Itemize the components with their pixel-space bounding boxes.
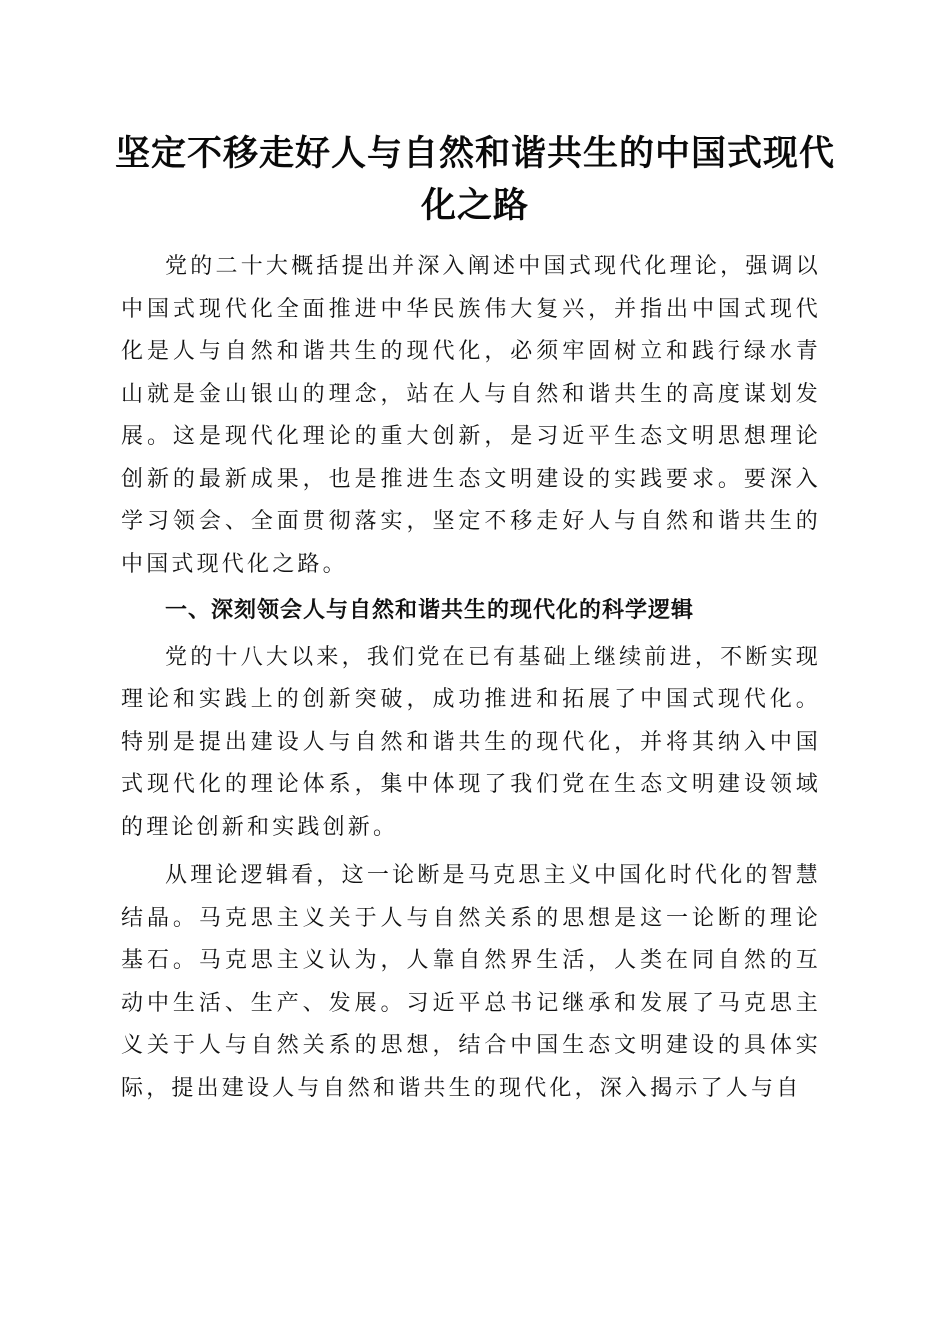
section-1-paragraph-2: 从理论逻辑看，这一论断是马克思主义中国化时代化的智慧结晶。马克思主义关于人与自然关系的思想是这一论断的理论基石。马克思主义认为，人靠自然界生活，人类在同自然的互动中生活、生产、发展。习近平总书记继承和发展了马克思主义关于人与自然关系的思想，结合中国生态文明建设的具体实际，提出建设人与自然和谐共生的现代化，深入揭示了人与自 [121,863,821,1101]
document-title: 坚定不移走好人与自然和谐共生的中国式现代化之路 [114,134,835,226]
intro-paragraph: 党的二十大概括提出并深入阐述中国式现代化理论，强调以中国式现代化全面推进中华民族伟大复兴，并指出中国式现代化是人与自然和谐共生的现代化，必须牢固树立和践行绿水青山就是金山银山的理念，站在人与自然和谐共生的高度谋划发展。这是现代化理论的重大创新，是习近平生态文明思想理论创新的最新成果，也是推进生态文明建设的实践要求。要深入学习领会、全面贯彻落实，坚定不移走好人与自然和谐共生的中国式现代化之路。 [121,254,821,577]
section-1-paragraph-1: 党的十八大以来，我们党在已有基础上继续前进，不断实现理论和实践上的创新突破，成功推进和拓展了中国式现代化。特别是提出建设人与自然和谐共生的现代化，并将其纳入中国式现代化的理论体系，集中体现了我们党在生态文明建设领域的理论创新和实践创新。 [121,644,821,840]
document-body [121,246,821,1110]
section-heading-1: 一、深刻领会人与自然和谐共生的现代化的科学逻辑 [165,598,695,623]
